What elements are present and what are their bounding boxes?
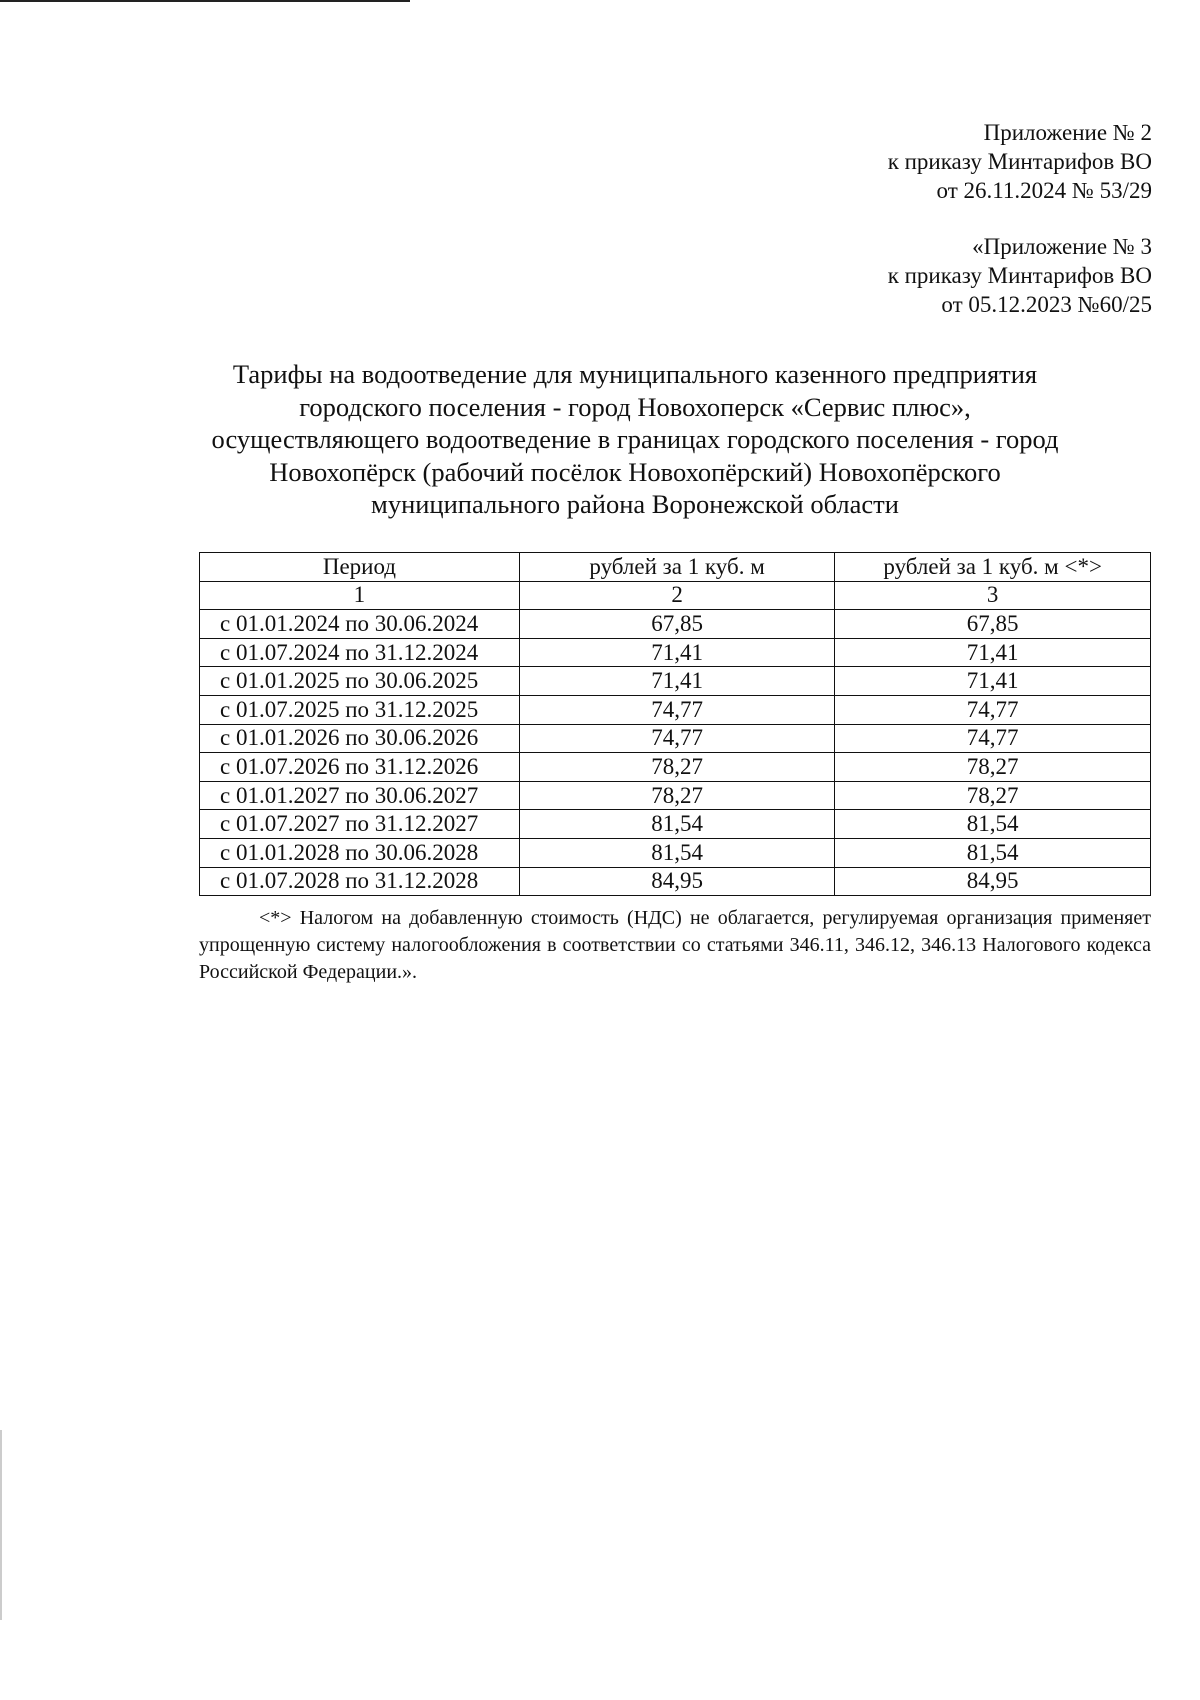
rate-vat-cell: 78,27 (835, 753, 1151, 782)
rate-vat-cell: 71,41 (835, 638, 1151, 667)
period-cell: с 01.01.2026 по 30.06.2026 (200, 724, 520, 753)
rate-cell: 78,27 (519, 753, 834, 782)
title-line: муниципального района Воронежской области (371, 489, 899, 519)
rate-vat-cell: 71,41 (835, 667, 1151, 696)
table-row (200, 753, 1151, 782)
table-row (200, 695, 1151, 724)
rate-vat-cell: 78,27 (835, 781, 1151, 810)
header-rate: рублей за 1 куб. м (519, 553, 834, 582)
vat-footnote (199, 905, 1151, 986)
period-cell: с 01.07.2025 по 31.12.2025 (200, 695, 520, 724)
rate-vat-cell: 67,85 (835, 610, 1151, 639)
tariff-table (199, 552, 1151, 896)
header-rate-vat-note: рублей за 1 куб. м <*> (835, 553, 1151, 582)
appendix-order-ref: к приказу Минтарифов ВО (887, 149, 1152, 174)
period-cell: с 01.01.2024 по 30.06.2024 (200, 610, 520, 639)
rate-vat-cell: 81,54 (835, 810, 1151, 839)
rate-cell: 78,27 (519, 781, 834, 810)
table-row (200, 867, 1151, 896)
rate-cell: 81,54 (519, 838, 834, 867)
scan-edge-line (0, 0, 410, 2)
period-cell: с 01.07.2027 по 31.12.2027 (200, 810, 520, 839)
period-cell: с 01.07.2028 по 31.12.2028 (200, 867, 520, 896)
table-row (200, 781, 1151, 810)
title-line: осуществляющего водоотведение в границах городского поселения - город (211, 424, 1059, 454)
rate-cell: 74,77 (519, 724, 834, 753)
column-number: 1 (200, 581, 520, 610)
document-title (150, 358, 1120, 521)
period-cell: с 01.07.2024 по 31.12.2024 (200, 638, 520, 667)
title-line: городского поселения - город Новохоперск «Сервис плюс», (299, 391, 971, 422)
appendix-number: Приложение № 2 (983, 120, 1152, 145)
rate-cell: 84,95 (519, 867, 834, 896)
rate-cell: 74,77 (519, 695, 834, 724)
period-cell: с 01.07.2026 по 31.12.2026 (200, 753, 520, 782)
rate-vat-cell: 74,77 (835, 724, 1151, 753)
table-row (200, 667, 1151, 696)
table-row (200, 838, 1151, 867)
table-row (200, 610, 1151, 639)
appendix-order-ref: к приказу Минтарифов ВО (887, 263, 1152, 288)
period-cell: с 01.01.2028 по 30.06.2028 (200, 838, 520, 867)
appendix-number: «Приложение № 3 (972, 234, 1152, 259)
table-header-row (200, 553, 1151, 582)
rate-cell: 67,85 (519, 610, 834, 639)
rate-vat-cell: 81,54 (835, 838, 1151, 867)
header-period: Период (200, 553, 520, 582)
table-row (200, 724, 1151, 753)
table-row (200, 638, 1151, 667)
footnote-text: <*> Налогом на добавленную стоимость (НДС) не облагается, регулируемая организация применяет упрощенную систему налогообложения в соответствии со статьями 346.11, 346.12, 346.13 Налогового кодекса Российской Федерации.». (199, 907, 1151, 983)
title-line: Тарифы на водоотведение для муниципального казенного предприятия (232, 359, 1038, 389)
rate-cell: 81,54 (519, 810, 834, 839)
table-row (200, 810, 1151, 839)
column-number: 3 (835, 581, 1151, 610)
appendix-header-amended (888, 232, 1152, 319)
appendix-header-current (888, 118, 1152, 205)
rate-cell: 71,41 (519, 667, 834, 696)
rate-vat-cell: 84,95 (835, 867, 1151, 896)
rate-vat-cell: 74,77 (835, 695, 1151, 724)
title-line: Новохопёрск (рабочий посёлок Новохопёрский) Новохопёрского (269, 456, 1001, 487)
table-column-number-row (200, 581, 1151, 610)
scan-margin-mark (0, 1430, 2, 1620)
period-cell: с 01.01.2027 по 30.06.2027 (200, 781, 520, 810)
appendix-order-date: от 05.12.2023 №60/25 (941, 292, 1152, 317)
column-number: 2 (519, 581, 834, 610)
period-cell: с 01.01.2025 по 30.06.2025 (200, 667, 520, 696)
rate-cell: 71,41 (519, 638, 834, 667)
appendix-order-date: от 26.11.2024 № 53/29 (936, 178, 1152, 203)
